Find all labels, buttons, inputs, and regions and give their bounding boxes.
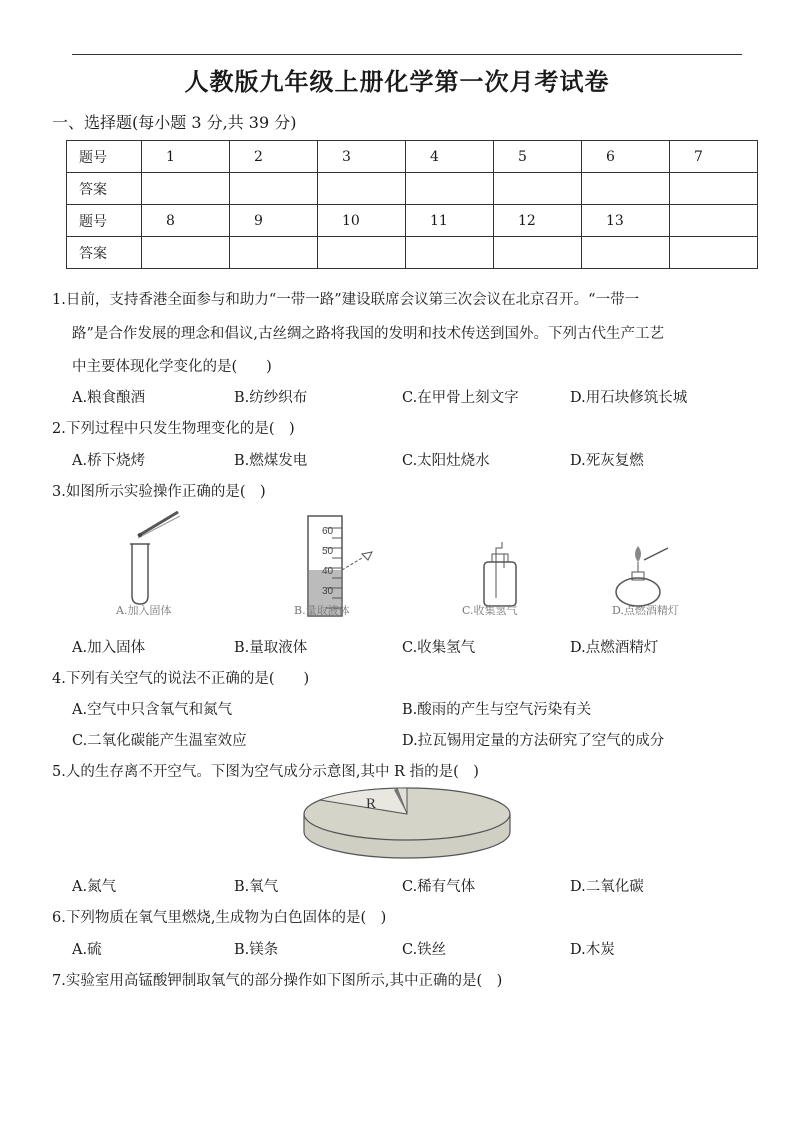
option-c[interactable]: C.铁丝 [402,942,447,958]
option-d[interactable]: D.拉瓦锡用定量的方法研究了空气的成分 [402,733,665,749]
table-cell: 答案 [67,237,142,269]
question-1-text-cont: 中主要体现化学变化的是( ) [72,359,272,375]
table-cell: 题号 [67,141,142,173]
table-cell: 9 [230,205,318,237]
table-cell: 4 [406,141,494,173]
option-a[interactable]: A.粮食酿酒 [72,390,146,406]
page-title: 人教版九年级上册化学第一次月考试卷 [184,67,610,96]
table-cell: 12 [494,205,582,237]
table-cell: 1 [142,141,230,173]
option-b[interactable]: B.量取液体 [234,640,308,656]
air-composition-pie [296,780,518,866]
option-d[interactable]: D.木炭 [570,942,615,958]
option-c[interactable]: C.二氧化碳能产生温室效应 [72,733,247,749]
answer-cell[interactable] [494,237,582,269]
cylinder-mark: 60 [322,526,334,537]
table-cell: 11 [406,205,494,237]
option-a[interactable]: A.桥下烧烤 [72,453,146,469]
header-rule [72,54,742,55]
pie-label-r: R [366,796,377,812]
option-d[interactable]: D.点燃酒精灯 [570,640,659,656]
option-b[interactable]: B.燃煤发电 [234,453,308,469]
gas-bottle-illustration [484,542,516,606]
option-b[interactable]: B.纺纱织布 [234,390,308,406]
table-cell [670,205,758,237]
answer-cell[interactable] [582,237,670,269]
question-3-text: 3.如图所示实验操作正确的是( ) [52,484,266,500]
table-cell: 3 [318,141,406,173]
option-b[interactable]: B.镁条 [234,942,279,958]
answer-cell[interactable] [582,173,670,205]
answer-table [66,140,758,269]
option-c[interactable]: C.收集氢气 [402,640,476,656]
table-row [67,205,758,237]
table-cell: 10 [318,205,406,237]
question-1-text-cont: 路”是合作发展的理念和倡议,古丝绸之路将我国的发明和技术传送到国外。下列古代生产工艺 [72,326,665,342]
figure-label-a: A.加入固体 [116,604,172,617]
answer-cell[interactable] [230,237,318,269]
answer-cell[interactable] [406,173,494,205]
cylinder-mark: 40 [322,566,334,577]
question-4-text: 4.下列有关空气的说法不正确的是( ) [52,671,310,687]
figure-label-b: B.量取液体 [294,604,350,617]
question-6-text: 6.下列物质在氧气里燃烧,生成物为白色固体的是( ) [52,910,387,926]
answer-cell[interactable] [670,173,758,205]
option-a[interactable]: A.氮气 [72,879,117,895]
answer-cell[interactable] [142,237,230,269]
option-d[interactable]: D.二氧化碳 [570,879,644,895]
answer-cell[interactable] [318,173,406,205]
table-cell: 7 [670,141,758,173]
answer-cell[interactable] [318,237,406,269]
question-1-text: 1.日前，支持香港全面参与和助力“一带一路”建设联席会议第三次会议在北京召开。“一带一 [52,292,640,308]
table-row [67,141,758,173]
figure-label-c: C.收集氢气 [462,604,518,617]
option-c[interactable]: C.太阳灶烧水 [402,453,490,469]
table-cell: 13 [582,205,670,237]
option-d[interactable]: D.用石块修筑长城 [570,390,688,406]
option-a[interactable]: A.加入固体 [72,640,146,656]
table-cell: 答案 [67,173,142,205]
question-2-text: 2.下列过程中只发生物理变化的是( ) [52,421,295,437]
answer-cell[interactable] [670,237,758,269]
option-d[interactable]: D.死灰复燃 [570,453,644,469]
question-7-text: 7.实验室用高锰酸钾制取氧气的部分操作如下图所示,其中正确的是( ) [52,973,503,989]
option-b[interactable]: B.酸雨的产生与空气污染有关 [402,702,592,718]
option-b[interactable]: B.氧气 [234,879,279,895]
table-cell: 8 [142,205,230,237]
table-row [67,237,758,269]
table-row [67,173,758,205]
cylinder-mark: 50 [322,546,334,557]
answer-cell[interactable] [494,173,582,205]
option-c[interactable]: C.在甲骨上刻文字 [402,390,519,406]
table-cell: 题号 [67,205,142,237]
answer-cell[interactable] [406,237,494,269]
cylinder-mark: 30 [322,586,334,597]
table-cell: 5 [494,141,582,173]
test-tube-illustration [130,512,180,604]
question-5-text: 5.人的生存离不开空气。下图为空气成分示意图,其中 R 指的是( ) [52,764,479,780]
option-a[interactable]: A.空气中只含氧气和氮气 [72,702,233,718]
section-heading-choice: 一、选择题(每小题 3 分,共 39 分) [52,113,297,132]
alcohol-lamp-illustration [616,546,668,606]
answer-cell[interactable] [142,173,230,205]
figure-label-d: D.点燃酒精灯 [612,604,679,617]
option-c[interactable]: C.稀有气体 [402,879,476,895]
table-cell: 6 [582,141,670,173]
option-a[interactable]: A.硫 [72,942,102,958]
table-cell: 2 [230,141,318,173]
graduated-cylinder-illustration [308,516,372,616]
answer-cell[interactable] [230,173,318,205]
